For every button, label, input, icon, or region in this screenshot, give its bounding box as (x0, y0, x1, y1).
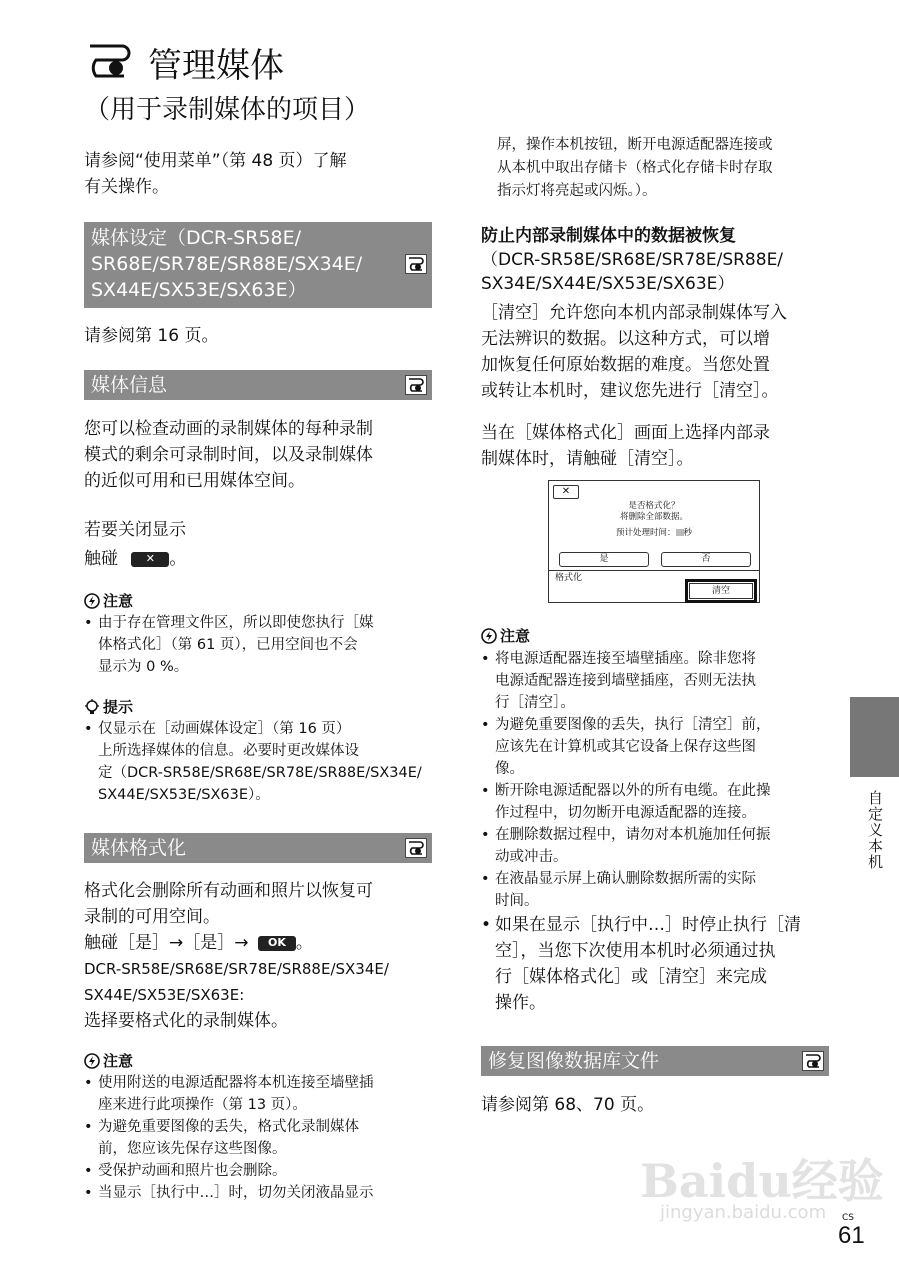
note-item: • 受保护动画和照片也会删除。 (84, 1160, 434, 1182)
language-code: CS (842, 1213, 854, 1223)
watermark-logo: Baidu经验 (640, 1154, 884, 1208)
custom-menu-icon (802, 1051, 824, 1071)
side-tab (850, 697, 899, 777)
period: 。 (169, 549, 187, 569)
media-format-bar (84, 833, 432, 863)
protect-heading: 防止内部录制媒体中的数据被恢复 （DCR-SR58E/SR68E/SR78E/SR88E/ SX34E/SX44E/SX53E/SX63E） (481, 226, 784, 294)
note-item: • 为避免重要图像的丢失，执行［清空］前， 应该先在计算机或其它设备上保存这些图 像。 (481, 714, 836, 780)
tip-heading: 提示 (84, 696, 133, 718)
bar-label: 修复图像数据库文件 (488, 1050, 660, 1072)
intro-line: 有关操作。 (84, 177, 169, 197)
format-text (84, 878, 434, 1034)
close-x-button[interactable]: ✕ (131, 552, 169, 567)
note-item: • 为避免重要图像的丢失，格式化录制媒体 前，您应该先保存这些图像。 (84, 1116, 434, 1160)
close-display-heading: 若要关闭显示 (84, 520, 186, 540)
text-line: 模式的剩余可录制时间，以及录制媒体 (84, 445, 373, 465)
models-line: DCR-SR58E/SR68E/SR78E/SR88E/SX34E/ (84, 960, 389, 978)
format-dialog-screenshot (548, 480, 760, 603)
note-icon (84, 593, 100, 609)
custom-menu-icon (405, 254, 427, 274)
text-line: 录制的可用空间。 (84, 907, 220, 927)
touch-label: 触碰 (84, 549, 118, 569)
text-line: 格式化会删除所有动画和照片以恢复可 (84, 881, 373, 901)
close-display-line (84, 546, 186, 572)
media-settings-text: 请参阅第 16 页。 (84, 326, 219, 346)
bar-label: 媒体信息 (91, 374, 168, 396)
side-tab-label: 自定义本机 (866, 790, 884, 870)
note-icon (481, 628, 497, 644)
page-title: 管理媒体 (148, 46, 284, 86)
repair-text: 请参阅第 68、70 页。 (481, 1095, 655, 1115)
format-touch-line: 触碰［是］→［是］→ OK 。 (84, 933, 313, 953)
lightbulb-icon (84, 699, 100, 715)
watermark-url: jingyan.baidu.com (660, 1202, 827, 1223)
continued-text: 屏，操作本机按钮，断开电源适配器连接或 从本机中取出存储卡（格式化存储卡时存取 指示灯将亮起或闪烁。）。 (497, 137, 773, 199)
dialog-line: 是否格式化？ (628, 501, 680, 511)
media-info-text (84, 416, 434, 494)
intro-line: 请参阅“使用菜单”（第 48 页）了解 (84, 151, 347, 171)
note-item: • 在液晶显示屏上确认删除数据所需的实际 时间。 (481, 868, 836, 912)
custom-menu-icon (405, 838, 427, 858)
note-item: • 如果在显示［执行中…］时停止执行［清 空］，当您下次使用本机时必须通过执 行［媒体格式化］或［清空］来完成 操作。 (481, 912, 836, 1016)
note-heading: 注意 (84, 1050, 133, 1072)
title-icon (86, 42, 132, 80)
intro-text (84, 148, 434, 200)
dialog-time-line: 预计处理时间： 秒 (615, 528, 693, 538)
text-line: 选择要格式化的录制媒体。 (84, 1011, 288, 1031)
note-list (84, 612, 434, 678)
note-list (481, 648, 836, 1016)
models-line: SX44E/SX53E/SX63E: (84, 986, 245, 1004)
text-line: 的近似可用和已用媒体空间。 (84, 471, 305, 491)
note-item: • 将电源适配器连接至墙壁插座。除非您将 电源适配器连接到墙壁插座，否则无法执 行［清空］。 (481, 648, 836, 714)
note-item: • 由于存在管理文件区，所以即使您执行［媒 体格式化］（第 61 页），已用空间也不会 显示为 0 %。 (84, 612, 434, 678)
protect-text: ［清空］允许您向本机内部录制媒体写入 无法辨识的数据。以这种方式，可以增 加恢复任何原始数据的难度。当您处置 或转让本机时，建议您先进行［清空］。 (481, 303, 787, 401)
bar-line: SR68E/SR78E/SR88E/SX34E/ (91, 253, 363, 275)
bar-label: 媒体格式化 (91, 837, 187, 859)
custom-menu-icon (405, 375, 427, 395)
note-item: • 断开除电源适配器以外的所有电缆。在此操 作过程中，切勿断开电源适配器的连接。 (481, 780, 836, 824)
bar-line: SX44E/SX53E/SX63E） (91, 279, 307, 301)
dialog-footer-label: 格式化 (555, 573, 583, 583)
ok-button[interactable]: OK (258, 936, 296, 951)
bar-line: 媒体设定（DCR-SR58E/ (91, 227, 302, 249)
note-item: • 当显示［执行中…］时，切勿关闭液晶显示 (84, 1182, 434, 1204)
note-list (84, 1072, 434, 1204)
tip-list (84, 718, 439, 806)
note-heading: 注意 (84, 590, 133, 612)
dialog-yes-button[interactable]: 是 (559, 552, 649, 567)
note-icon (84, 1053, 100, 1069)
repair-database-bar (481, 1046, 829, 1076)
note-item: • 在删除数据过程中，请勿对本机施加任何振 动或冲击。 (481, 824, 836, 868)
media-info-bar (84, 370, 432, 400)
dialog-no-button[interactable]: 否 (661, 552, 751, 567)
page-number: 61 (838, 1222, 865, 1249)
dialog-close-button[interactable]: ✕ (553, 485, 579, 499)
tip-item: • 仅显示在［动画媒体设定］（第 16 页） 上所选择媒体的信息。必要时更改媒体设 定（DCR-SR58E/SR68E/SR78E/SR88E/SX34E/ SX44E/SX53E/SX63E）。 (84, 718, 439, 806)
dialog-line: 将删除全部数据。 (619, 512, 688, 522)
text-line: 您可以检查动画的录制媒体的每种录制 (84, 419, 373, 439)
when-text: 当在［媒体格式化］画面上选择内部录 制媒体时，请触碰［清空］。 (481, 423, 770, 469)
media-settings-bar (84, 222, 432, 308)
dialog-divider (549, 570, 759, 571)
dialog-clear-button[interactable]: 清空 (689, 583, 753, 599)
note-item: • 使用附送的电源适配器将本机连接至墙壁插 座来进行此项操作（第 13 页）。 (84, 1072, 434, 1116)
page-subtitle: （用于录制媒体的项目） (84, 95, 371, 125)
note-heading: 注意 (481, 625, 530, 647)
